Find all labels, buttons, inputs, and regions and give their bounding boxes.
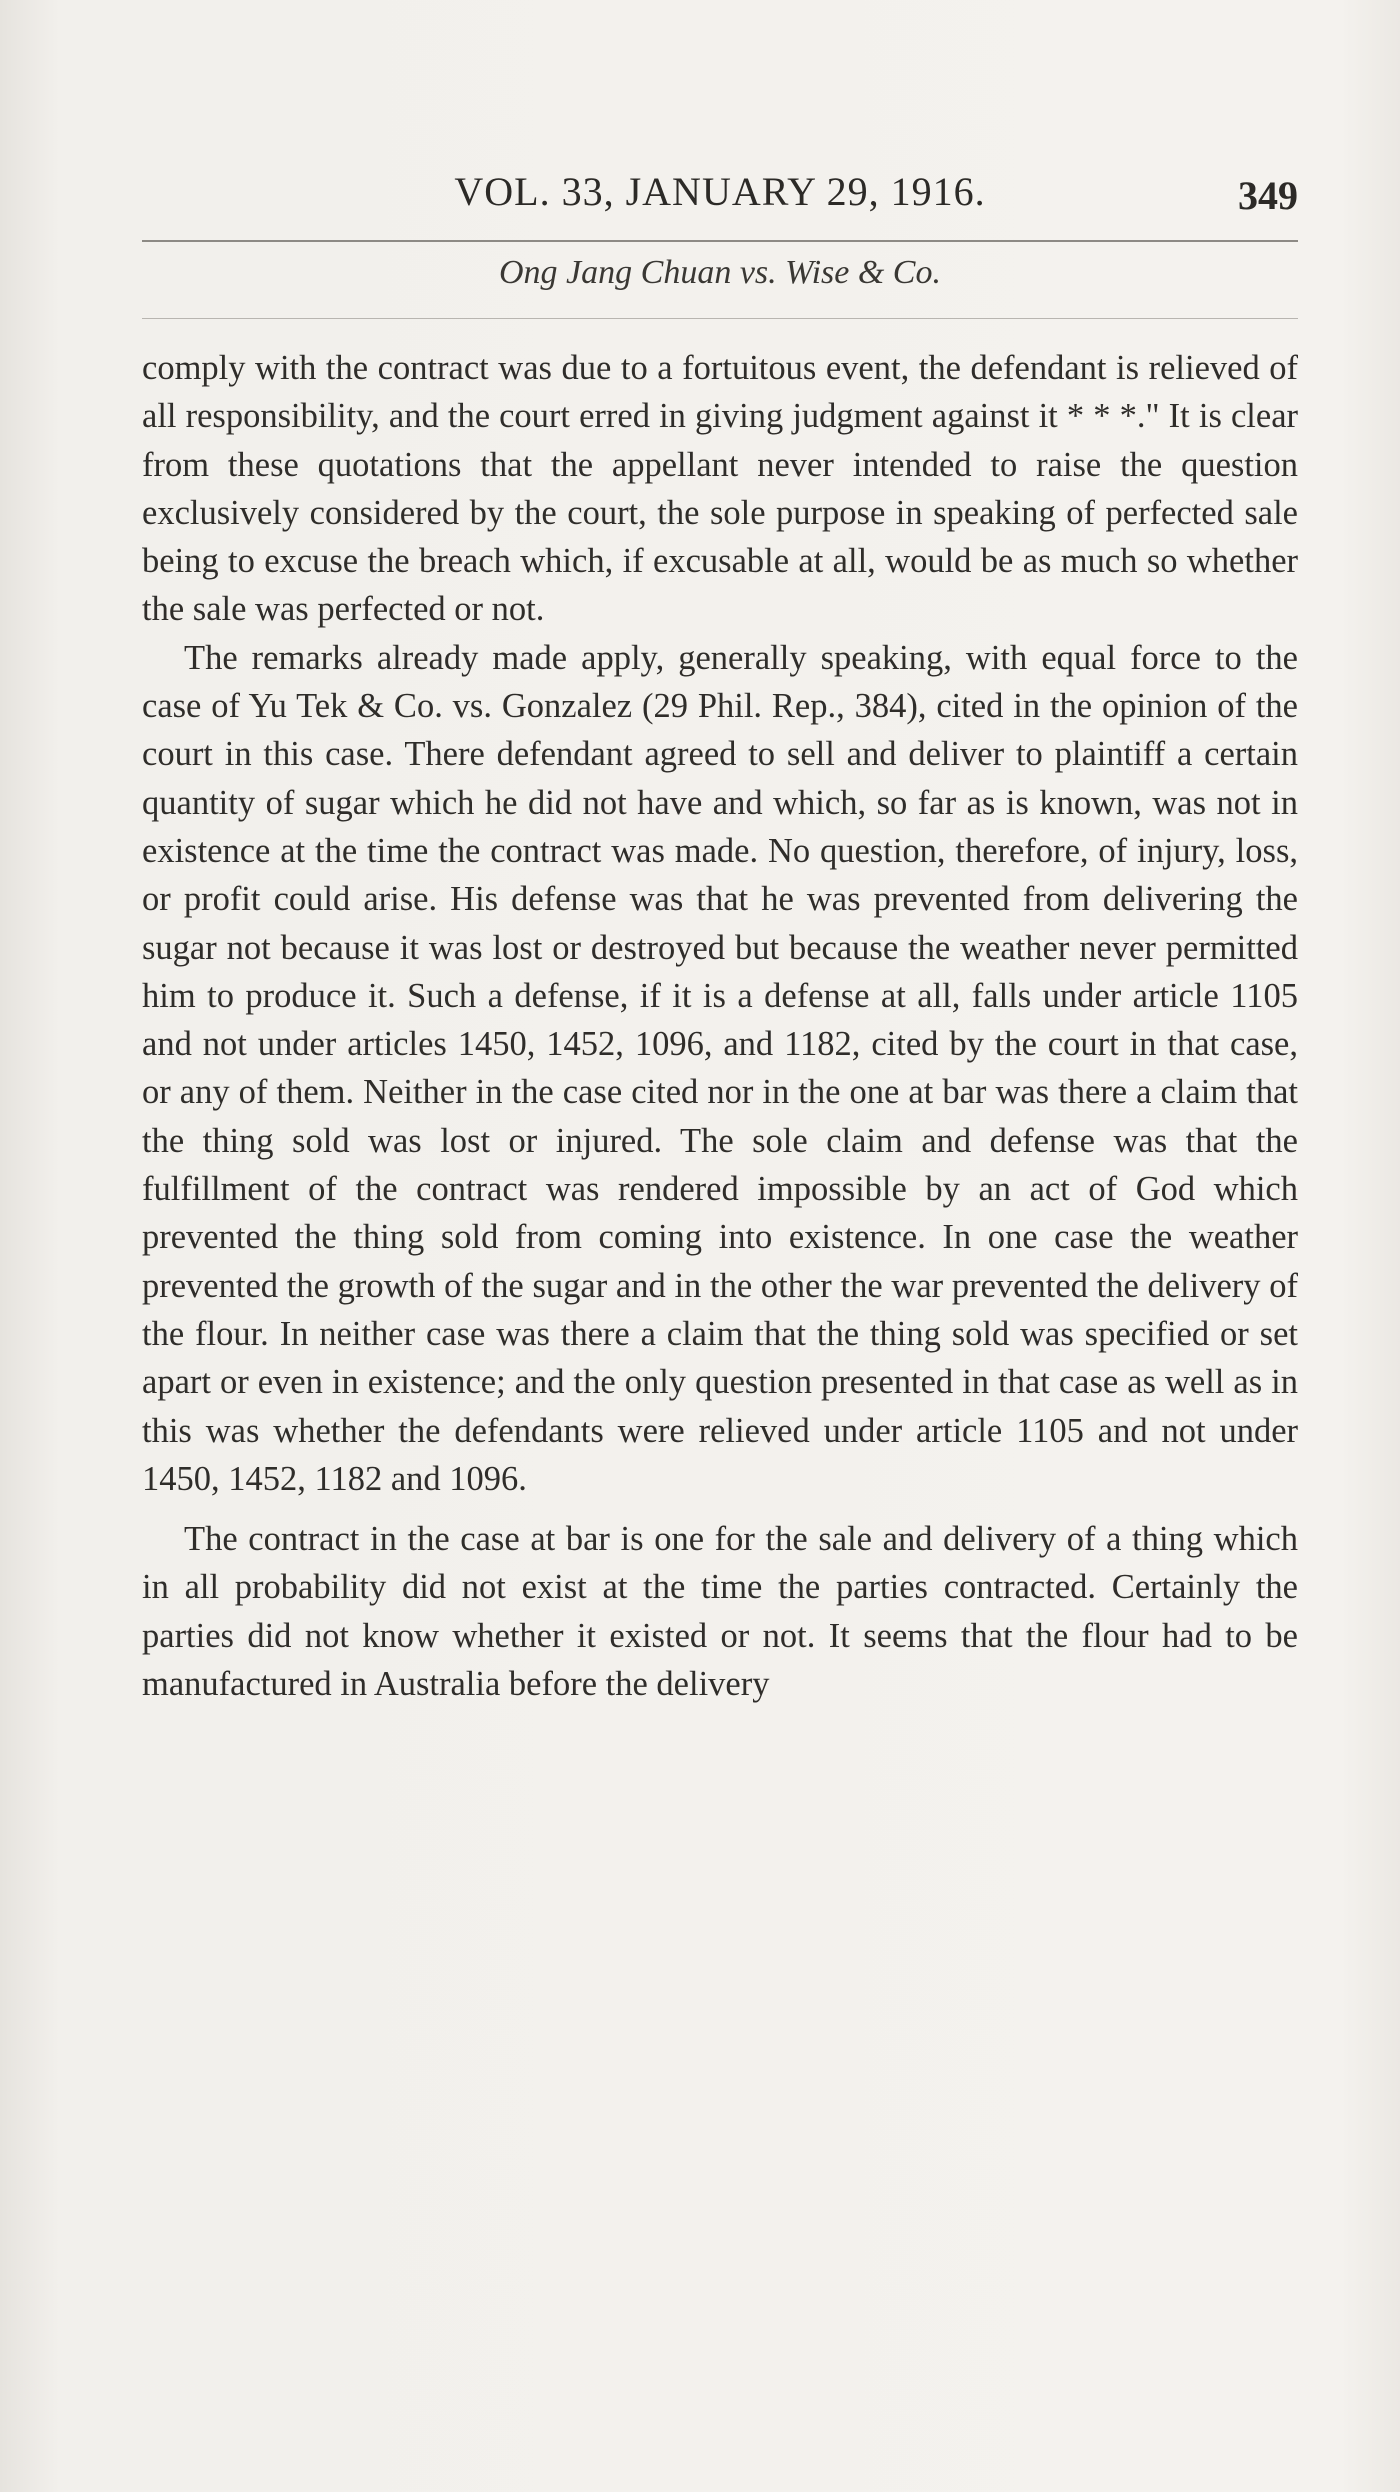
case-title: Ong Jang Chuan vs. Wise & Co. <box>499 254 941 291</box>
paragraph-3: The contract in the case at bar is one for the sale and delivery of a thing which in all probability did not exist at the time the parties contracted. Certainly the parties did not know whether it existed or not. It seems that the flour had to be manufactured in Australia before the delivery <box>142 1520 1298 1704</box>
paragraph-2: The remarks already made apply, generally speaking, with equal force to the case of Yu Tek & Co. vs. Gonzalez (29 Phil. Rep., 384), cited in the opinion of the court in this case. There defendant agreed to sell and deliver to plaintiff a certain quantity of sugar which he did not have and which, so far as is known, was not in existence at the time the contract was made. No question, therefore, of injury, loss, or profit could arise. His defense was that he was prevented from delivering the sugar not because it was lost or destroyed but because the weather never permitted him to produce it. Such a defense, if it is a defense at all, falls under article 1105 and not under articles 1450, 1452, 1096, and 1182, cited by the court in that case, or any of them. Neither in the case cited nor in the one at bar was there a claim that the thing sold was lost or injured. The sole claim and defense was that the fulfillment of the contract was rendered impossible by an act of God which prevented the thing sold from coming into existence. In one case the weather prevented the growth of the sugar and in the other the war prevented the delivery of the flour. In neither case was there a claim that the thing sold was specified or set apart or even in existence; and the only question presented in that case as well as in this was whether the defendants were relieved under article 1105 and not under 1450, 1452, 1182 and 1096. <box>142 638 1298 1498</box>
header-rule <box>142 240 1298 242</box>
paragraph-1: comply with the contract was due to a fortuitous event, the defendant is relieved of all responsibility, and the court erred in giving judgment against it * * *." It is clear from these quotations that the appellant never intended to raise the question exclusively considered by the court, the sole purpose in speaking of perfected sale being to excuse the breach which, if excusable at all, would be as much so whether the sale was perfected or not. <box>142 349 1298 629</box>
title-rule <box>142 318 1298 319</box>
page-number: 349 <box>1238 173 1298 218</box>
running-head: VOL. 33, JANUARY 29, 1916. <box>454 169 986 214</box>
page-header <box>142 168 1298 228</box>
body-text <box>142 344 1298 1708</box>
